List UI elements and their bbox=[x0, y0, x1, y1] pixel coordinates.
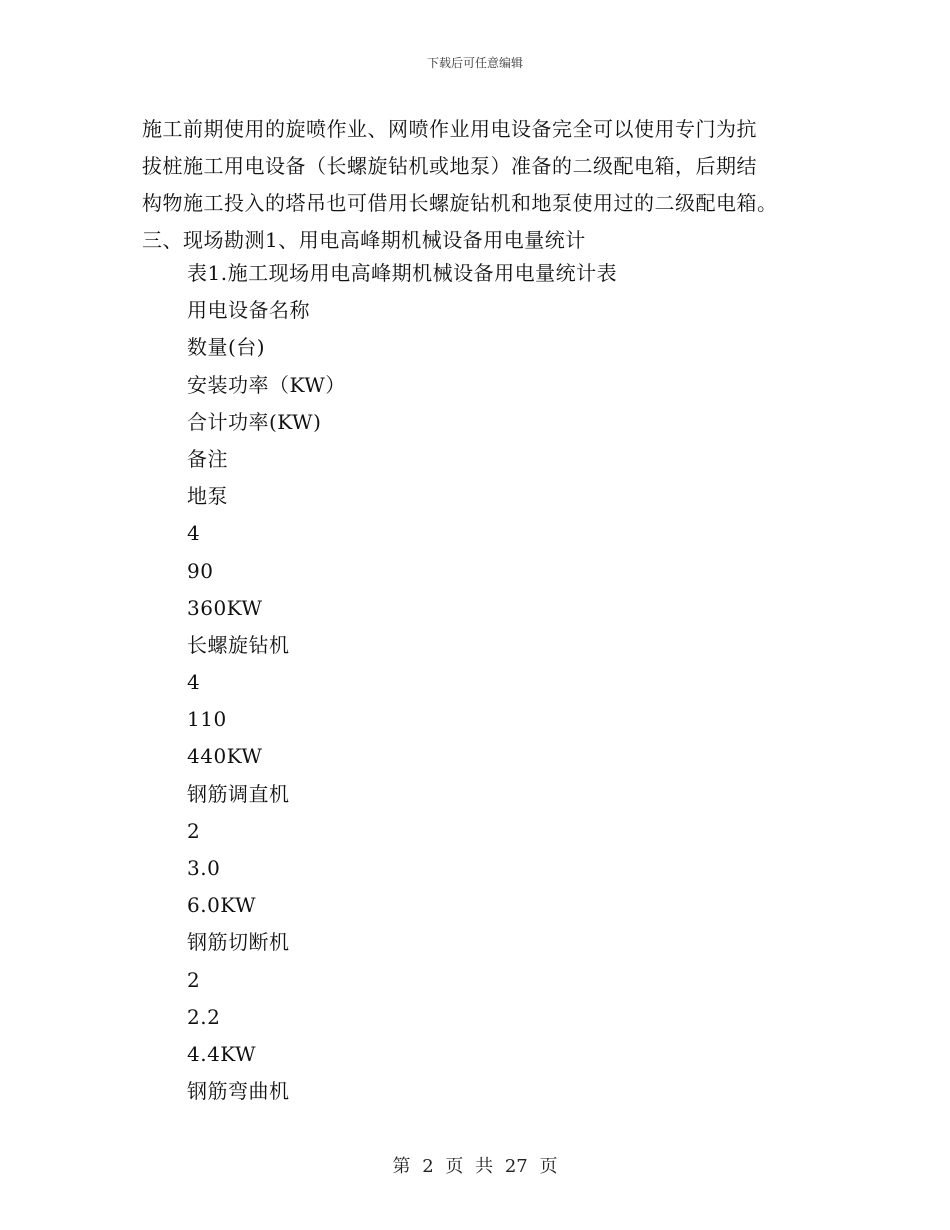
table-cell-installed-power: 90 bbox=[187, 558, 214, 583]
page-header-note: 下载后可任意编辑 bbox=[426, 56, 523, 70]
table-cell-quantity: 4 bbox=[187, 521, 201, 546]
table-header-total-power: 合计功率(KW) bbox=[187, 409, 322, 434]
table-cell-total-power: 360KW bbox=[187, 595, 263, 620]
page-number-footer: 第 2 页 共 27 页 bbox=[392, 1156, 558, 1177]
table-cell-installed-power: 2.2 bbox=[187, 1004, 221, 1029]
table-cell-name: 长螺旋钻机 bbox=[187, 632, 290, 657]
paragraph-line: 施工前期使用的旋喷作业、网喷作业用电设备完全可以使用专门为抗 bbox=[142, 117, 757, 141]
table-header-name: 用电设备名称 bbox=[187, 298, 310, 323]
table-cell-name: 地泵 bbox=[187, 484, 228, 509]
paragraph-line: 拔桩施工用电设备（长螺旋钻机或地泵）准备的二级配电箱，后期结 bbox=[142, 154, 757, 178]
section-heading: 三、现场勘测1、用电高峰期机械设备用电量统计 bbox=[142, 228, 586, 252]
table-cell-name: 钢筋切断机 bbox=[187, 930, 290, 955]
table-header-remarks: 备注 bbox=[187, 446, 228, 471]
body-paragraph bbox=[142, 111, 822, 259]
table-cell-quantity: 2 bbox=[187, 967, 201, 992]
table-cell-total-power: 6.0KW bbox=[187, 893, 257, 918]
table-cell-name: 钢筋弯曲机 bbox=[187, 1079, 290, 1104]
table-cell-quantity: 4 bbox=[187, 670, 201, 695]
table-cell-quantity: 2 bbox=[187, 818, 201, 843]
table-cell-installed-power: 110 bbox=[187, 707, 227, 732]
paragraph-line: 构物施工投入的塔吊也可借用长螺旋钻机和地泵使用过的二级配电箱。 bbox=[142, 191, 778, 215]
table-cell-name: 钢筋调直机 bbox=[187, 781, 290, 806]
table-cell-total-power: 440KW bbox=[187, 744, 263, 769]
table-cell-installed-power: 3.0 bbox=[187, 856, 221, 880]
table-header-installed-power: 安装功率（KW） bbox=[187, 372, 346, 397]
table-header-quantity: 数量(台) bbox=[187, 335, 266, 360]
equipment-table bbox=[187, 255, 787, 1110]
table-cell-total-power: 4.4KW bbox=[187, 1041, 257, 1066]
table-caption: 表1.施工现场用电高峰期机械设备用电量统计表 bbox=[187, 261, 618, 285]
